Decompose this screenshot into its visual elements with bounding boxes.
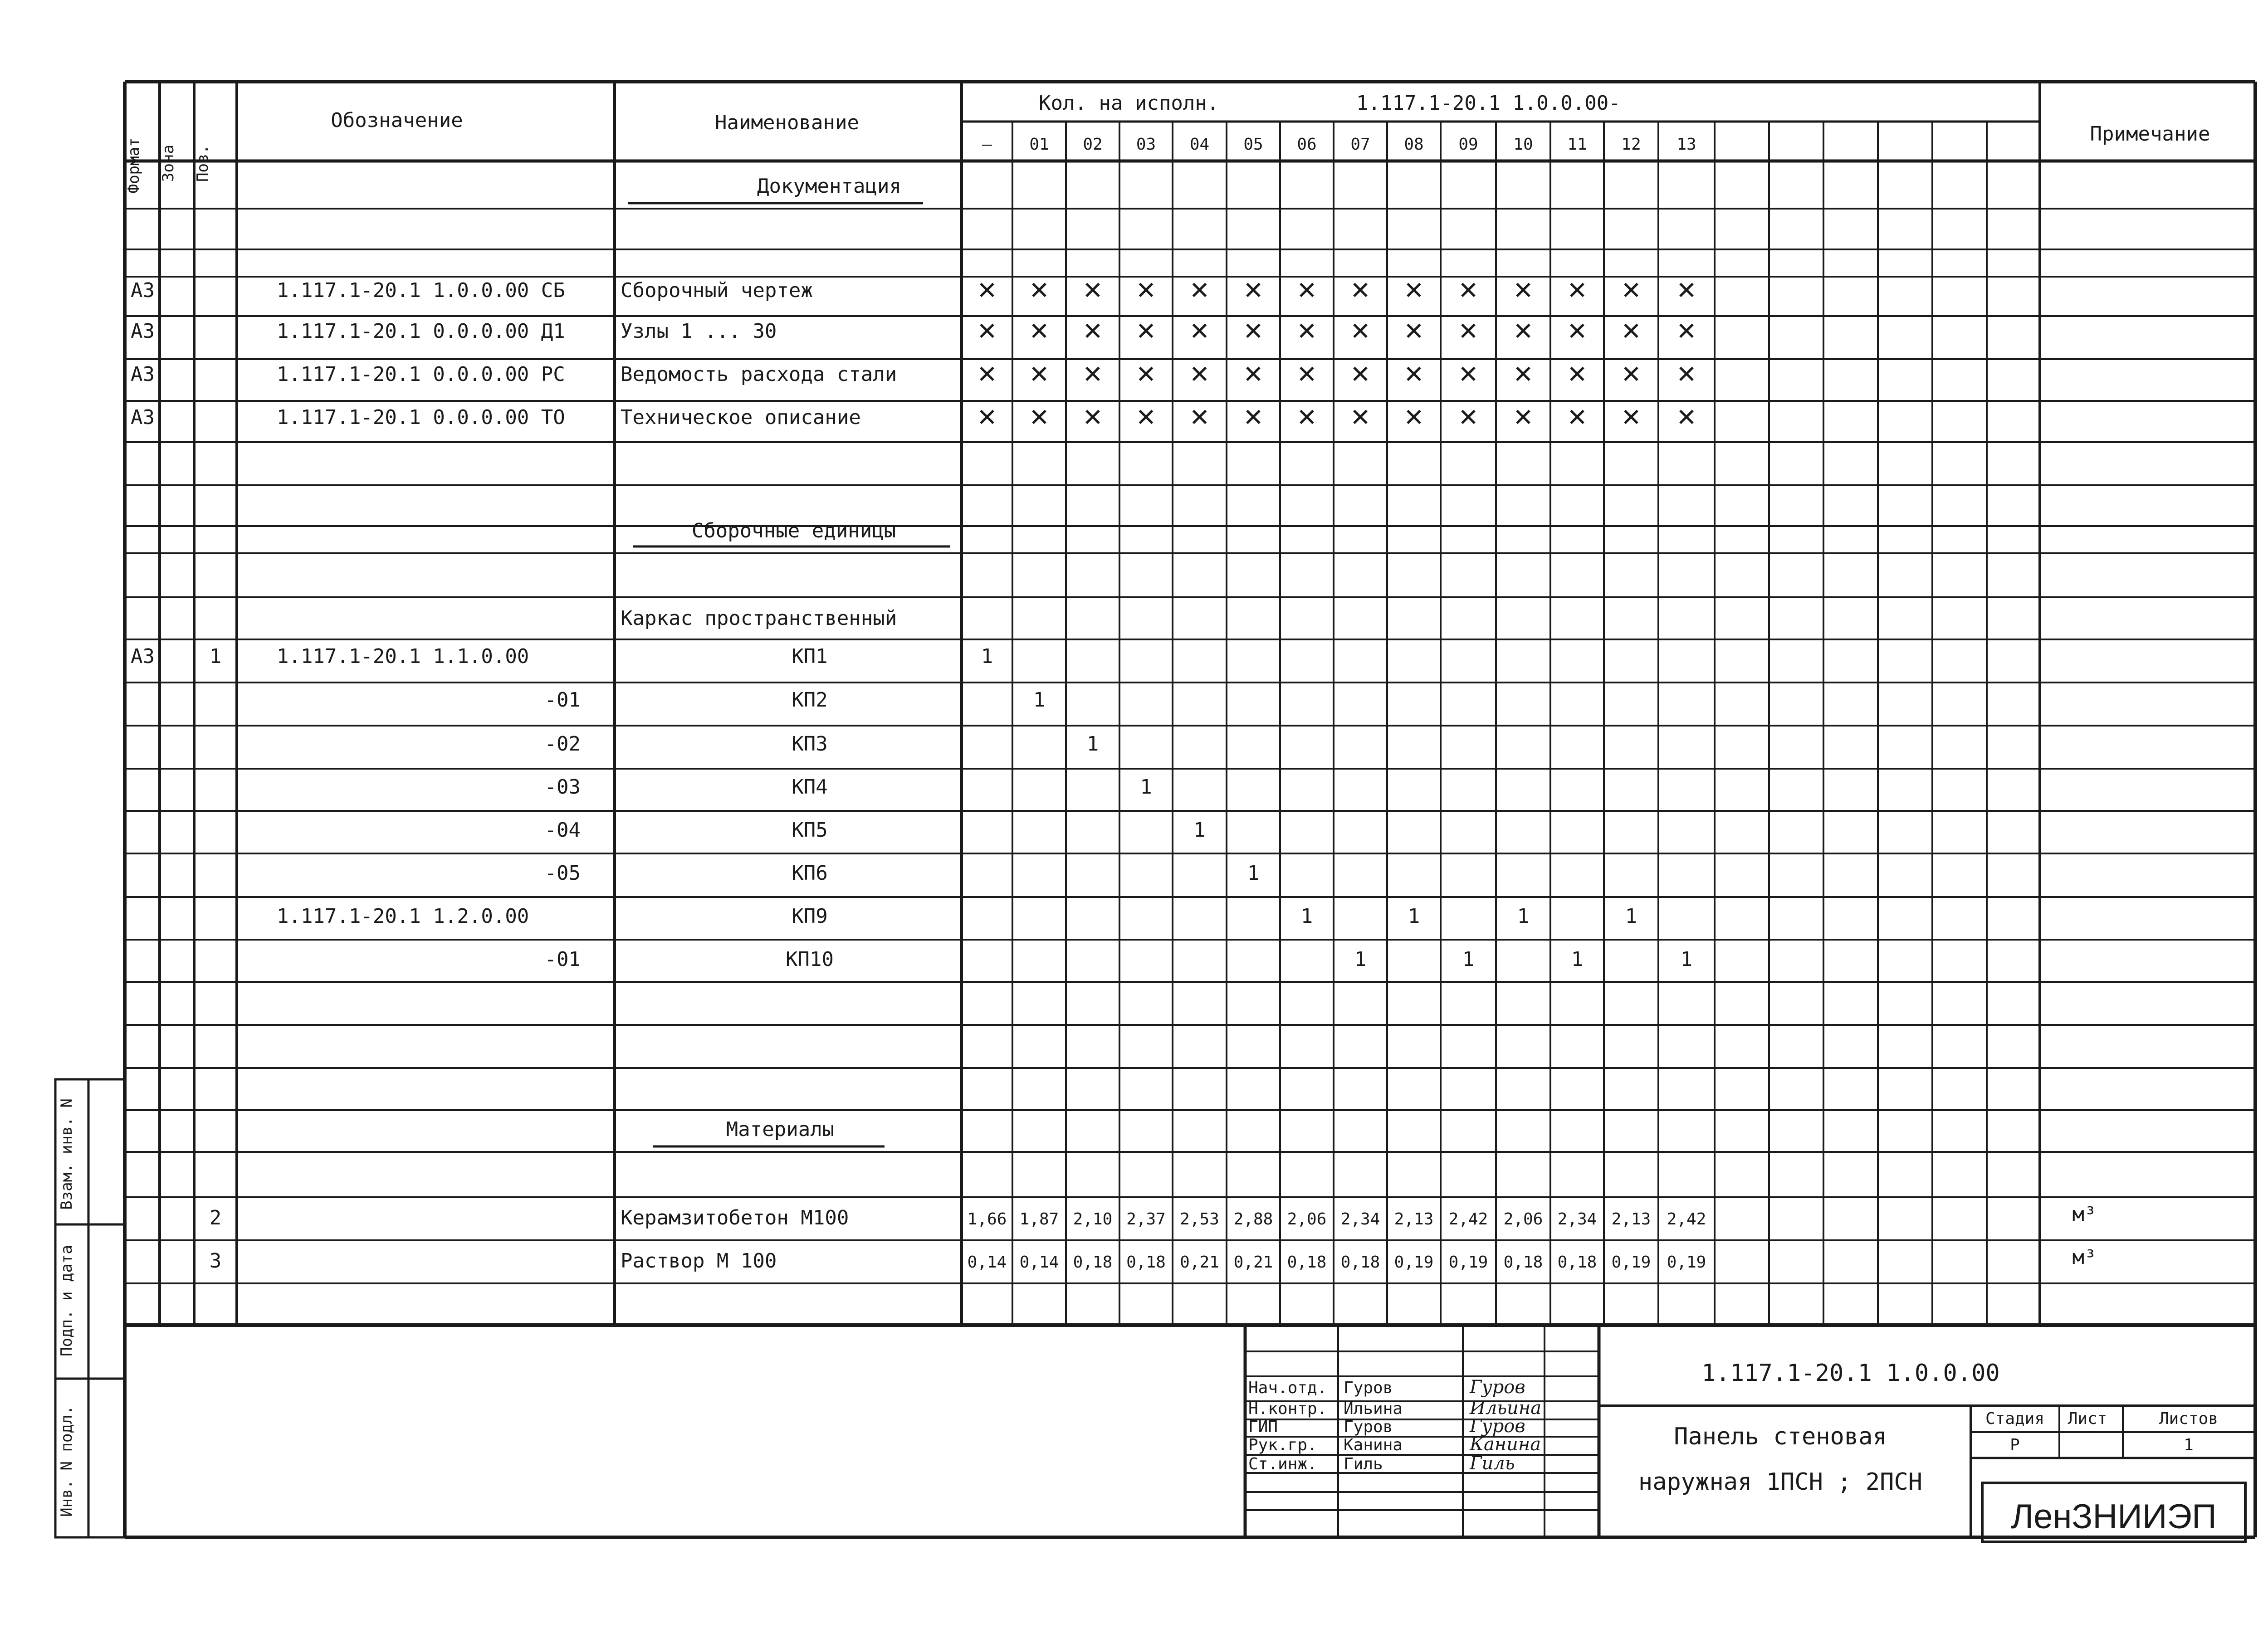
assembly-quantity: 1 [1571,948,1584,971]
assembly-quantity: 1 [1086,732,1099,756]
document-applicability-mark: ✕ [1296,360,1317,389]
material-quantity: 0,21 [1180,1253,1219,1272]
title-line-2: наружная 1ПСН ; 2ПСН [1638,1468,1923,1496]
material-quantity: 2,88 [1233,1210,1273,1229]
title-sheets-label: Листов [2159,1409,2219,1428]
assembly-quantity: 1 [1140,775,1152,799]
documents-list [131,276,1697,432]
document-applicability-mark: ✕ [1676,403,1697,432]
document-applicability-mark: ✕ [977,276,997,305]
material-quantity: 1,87 [1019,1210,1059,1229]
document-designation: 1.117.1-20.1 0.0.0.00 Д1 [277,320,565,343]
signature-mark: Гуров [1470,1377,1525,1398]
variant-header-row [982,135,1696,154]
header-designation: Обозначение [331,109,463,132]
document-designation: 1.117.1-20.1 0.0.0.00 РС [277,363,565,386]
material-quantity: 0,14 [1019,1253,1059,1272]
material-quantity: 0,19 [1448,1253,1488,1272]
side-stamp-cell [88,1079,125,1224]
signature-name: Ильина [1344,1399,1403,1418]
assembly-quantity: 1 [1247,862,1260,885]
material-unit: м³ [2072,1246,2097,1269]
document-format: А3 [131,363,155,386]
header-qty-prefix: Кол. на исполн. [1039,92,1219,115]
side-stamp-cell [88,1224,125,1379]
material-position: 3 [209,1249,222,1273]
assembly-quantity: 1 [1517,905,1530,928]
document-applicability-mark: ✕ [1567,317,1588,346]
assembly-name: КП9 [792,905,828,928]
signature-role: ГИП [1248,1418,1278,1436]
material-quantity: 2,42 [1448,1210,1488,1229]
material-quantity: 0,19 [1611,1253,1651,1272]
material-quantity: 0,21 [1233,1253,1273,1272]
assembly-designation: 1.117.1-20.1 1.2.0.00 [277,905,529,928]
signature-role: Н.контр. [1248,1399,1327,1418]
assembly-name: КП3 [792,732,828,756]
assemblies-list [131,645,1692,971]
document-applicability-mark: ✕ [1029,360,1050,389]
side-stamp-cell [88,1379,125,1537]
document-applicability-mark: ✕ [1458,403,1479,432]
material-quantity: 2,34 [1557,1210,1597,1229]
title-sheet-label: Лист [2068,1409,2107,1428]
document-applicability-mark: ✕ [1676,317,1697,346]
document-applicability-mark: ✕ [1029,403,1050,432]
document-applicability-mark: ✕ [1296,317,1317,346]
assembly-designation: -01 [544,688,581,712]
assembly-quantity: 1 [981,645,993,668]
material-name: Раствор М 100 [621,1249,777,1273]
document-applicability-mark: ✕ [1029,276,1050,305]
signature-name: Гуров [1344,1418,1393,1436]
document-applicability-mark: ✕ [977,317,997,346]
document-applicability-mark: ✕ [1567,403,1588,432]
document-applicability-mark: ✕ [1189,276,1210,305]
assembly-quantity: 1 [1033,688,1046,712]
assembly-designation: -02 [544,732,581,756]
document-applicability-mark: ✕ [1189,360,1210,389]
material-quantity: 1,66 [967,1210,1007,1229]
material-quantity: 0,18 [1503,1253,1543,1272]
document-applicability-mark: ✕ [1403,403,1424,432]
assembly-designation: -01 [544,948,581,971]
document-applicability-mark: ✕ [1458,317,1479,346]
title-sheets-value: 1 [2184,1436,2194,1454]
document-name: Ведомость расхода стали [621,363,897,386]
signature-mark: Канина [1470,1434,1541,1455]
assembly-designation: -05 [544,862,581,885]
document-applicability-mark: ✕ [1403,360,1424,389]
side-label-signature-date: Подп. и дата [58,1245,76,1356]
document-applicability-mark: ✕ [1567,360,1588,389]
assembly-name: КП2 [792,688,828,712]
variant-label-05: 05 [1243,135,1263,154]
section-documentation: Документация [757,175,901,198]
variant-label-11: 11 [1567,135,1587,154]
material-quantity: 0,19 [1394,1253,1434,1272]
document-designation: 1.117.1-20.1 0.0.0.00 ТО [277,406,565,429]
title-line-1: Панель стеновая [1674,1423,1887,1450]
material-quantity: 0,19 [1667,1253,1706,1272]
material-quantity: 0,18 [1073,1253,1113,1272]
document-applicability-mark: ✕ [1621,317,1642,346]
document-applicability-mark: ✕ [1676,360,1697,389]
document-format: А3 [131,406,155,429]
document-applicability-mark: ✕ [1082,276,1103,305]
header-format: Формат [125,137,143,194]
signature-table [1248,1377,1541,1474]
title-doc-code: 1.117.1-20.1 1.0.0.00 [1701,1360,2000,1387]
table-header [125,92,2210,193]
signature-role: Рук.гр. [1248,1436,1317,1454]
material-quantity: 2,06 [1503,1210,1543,1229]
header-pos: Поз. [194,145,212,182]
signature-mark: Ильина [1470,1398,1542,1419]
document-applicability-mark: ✕ [1135,317,1157,346]
signature-name: Гиль [1344,1455,1383,1473]
document-applicability-mark: ✕ [1243,276,1264,305]
document-format: А3 [131,279,155,302]
material-quantity: 0,18 [1287,1253,1327,1272]
signature-role: Ст.инж. [1248,1455,1317,1473]
material-quantity: 0,14 [967,1253,1007,1272]
signature-mark: Гуров [1470,1416,1525,1437]
material-quantity: 0,18 [1557,1253,1597,1272]
document-applicability-mark: ✕ [1513,360,1534,389]
section-assemblies: Сборочные единицы [691,519,896,542]
assembly-quantity: 1 [1625,905,1637,928]
variant-label-09: 09 [1458,135,1478,154]
signature-name: Канина [1344,1436,1403,1454]
assembly-quantity: 1 [1354,948,1367,971]
title-block [1638,1360,2218,1536]
header-zone: Зона [159,145,177,182]
document-designation: 1.117.1-20.1 1.0.0.00 СБ [277,279,565,302]
document-applicability-mark: ✕ [1296,403,1317,432]
document-applicability-mark: ✕ [1676,276,1697,305]
document-format: А3 [131,320,155,343]
material-quantity: 2,37 [1126,1210,1166,1229]
document-name: Техническое описание [621,406,861,429]
material-quantity: 2,42 [1667,1210,1706,1229]
document-applicability-mark: ✕ [1458,276,1479,305]
document-applicability-mark: ✕ [1513,317,1534,346]
group-name: Каркас пространственный [621,607,897,630]
document-applicability-mark: ✕ [1403,276,1424,305]
assembly-quantity: 1 [1193,819,1206,842]
assembly-name: КП1 [792,645,828,668]
assembly-quantity: 1 [1300,905,1313,928]
document-applicability-mark: ✕ [1296,276,1317,305]
side-label-replace-inv: Взам. инв. N [58,1098,76,1210]
assembly-designation: -03 [544,775,581,799]
variant-label-02: 02 [1083,135,1103,154]
document-name: Узлы 1 ... 30 [621,320,777,343]
material-quantity: 2,53 [1180,1210,1219,1229]
variant-label-03: 03 [1136,135,1156,154]
document-applicability-mark: ✕ [1189,403,1210,432]
variant-label-12: 12 [1621,135,1641,154]
material-quantity: 2,06 [1287,1210,1327,1229]
material-quantity: 2,34 [1340,1210,1380,1229]
assembly-quantity: 1 [1408,905,1420,928]
variant-label-base: — [982,135,992,154]
material-quantity: 0,18 [1126,1253,1166,1272]
document-applicability-mark: ✕ [1082,360,1103,389]
document-applicability-mark: ✕ [1513,276,1534,305]
document-applicability-mark: ✕ [1135,276,1157,305]
document-applicability-mark: ✕ [1513,403,1534,432]
document-applicability-mark: ✕ [1029,317,1050,346]
assembly-position: 1 [209,645,222,668]
document-applicability-mark: ✕ [1189,317,1210,346]
document-applicability-mark: ✕ [1135,360,1157,389]
document-applicability-mark: ✕ [1567,276,1588,305]
document-applicability-mark: ✕ [1243,403,1264,432]
document-applicability-mark: ✕ [1350,360,1371,389]
material-quantity: 2,10 [1073,1210,1113,1229]
variant-label-10: 10 [1513,135,1533,154]
variant-label-06: 06 [1297,135,1317,154]
document-applicability-mark: ✕ [1621,360,1642,389]
header-remark: Примечание [2090,122,2210,146]
materials-list [210,1203,2097,1273]
assembly-quantity: 1 [1680,948,1693,971]
material-quantity: 0,18 [1340,1253,1380,1272]
document-applicability-mark: ✕ [1621,276,1642,305]
assembly-designation: -04 [544,819,581,842]
variant-label-08: 08 [1404,135,1424,154]
material-quantity: 2,13 [1394,1210,1434,1229]
title-stage-value: Р [2010,1436,2020,1454]
section-materials: Материалы [726,1118,835,1141]
signature-name: Гуров [1344,1379,1393,1397]
material-position: 2 [209,1206,222,1229]
variant-label-07: 07 [1350,135,1370,154]
variant-label-01: 01 [1029,135,1049,154]
side-stamp [58,1098,76,1517]
variant-label-04: 04 [1189,135,1210,154]
document-applicability-mark: ✕ [1243,317,1264,346]
document-applicability-mark: ✕ [1082,403,1103,432]
signature-role: Нач.отд. [1248,1379,1327,1397]
document-applicability-mark: ✕ [1350,317,1371,346]
organization-name: ЛенЗНИИЭП [2011,1497,2217,1536]
assembly-format: А3 [131,645,155,668]
document-applicability-mark: ✕ [977,360,997,389]
assembly-designation: 1.117.1-20.1 1.1.0.00 [277,645,529,668]
material-name: Керамзитобетон М100 [621,1206,849,1229]
header-qty-code: 1.117.1-20.1 1.0.0.00- [1356,92,1621,115]
document-applicability-mark: ✕ [1082,317,1103,346]
assembly-name: КП10 [786,948,834,971]
assembly-name: КП6 [792,862,828,885]
header-name: Наименование [715,111,859,134]
assembly-name: КП4 [792,775,828,799]
document-applicability-mark: ✕ [1403,317,1424,346]
side-label-inv-original: Инв. N подл. [58,1405,76,1517]
document-applicability-mark: ✕ [1621,403,1642,432]
document-applicability-mark: ✕ [977,403,997,432]
document-applicability-mark: ✕ [1243,360,1264,389]
document-applicability-mark: ✕ [1350,403,1371,432]
material-unit: м³ [2072,1203,2097,1226]
document-applicability-mark: ✕ [1135,403,1157,432]
document-name: Сборочный чертеж [621,279,813,302]
variant-label-13: 13 [1677,135,1696,154]
material-quantity: 2,13 [1611,1210,1651,1229]
title-stage-label: Стадия [1985,1409,2045,1428]
document-applicability-mark: ✕ [1350,276,1371,305]
document-applicability-mark: ✕ [1458,360,1479,389]
signature-mark: Гиль [1470,1453,1515,1474]
assembly-name: КП5 [792,819,828,842]
assembly-quantity: 1 [1462,948,1475,971]
